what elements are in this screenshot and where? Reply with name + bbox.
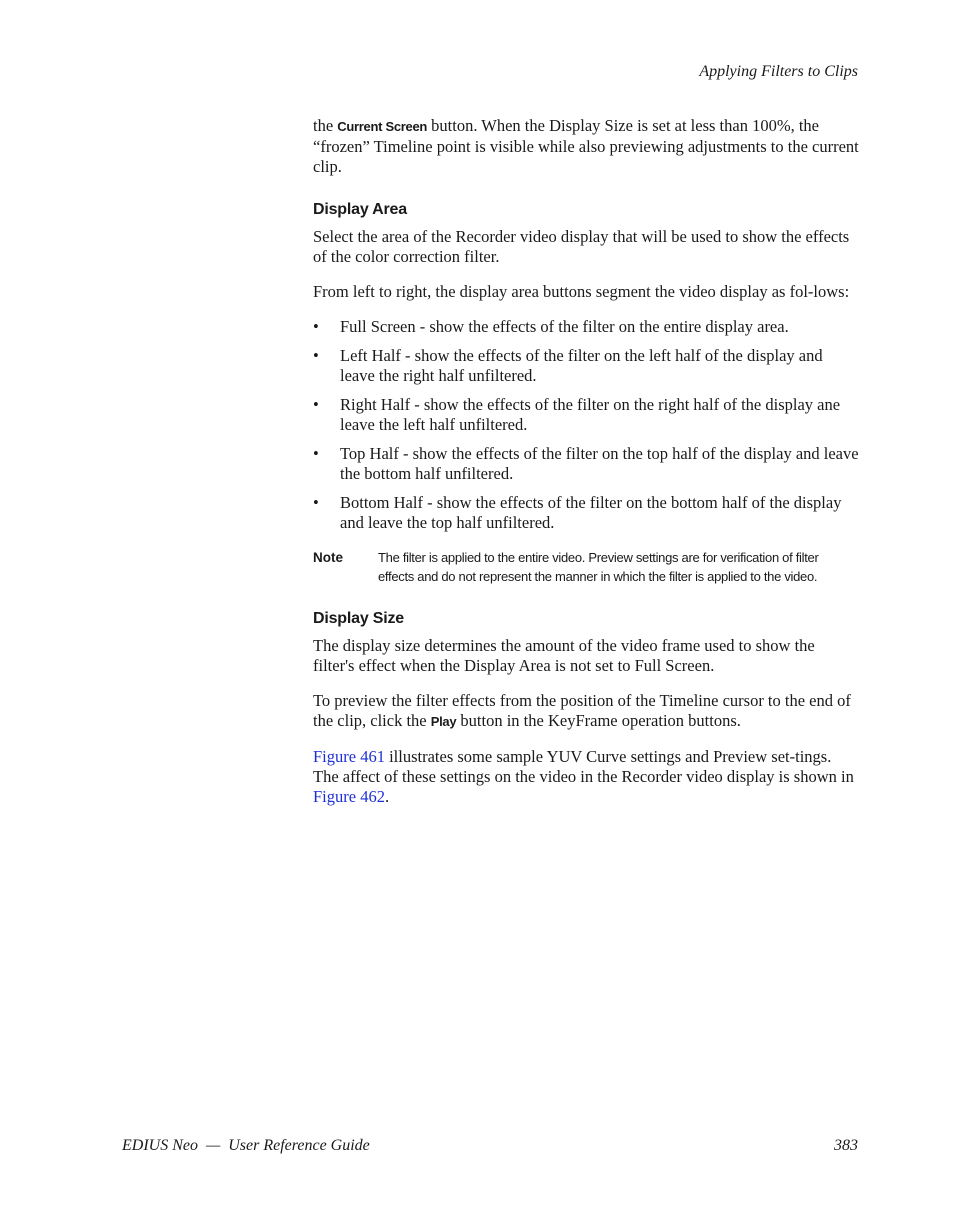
bullet: •: [313, 346, 319, 365]
display-area-para2: From left to right, the display area buttons segment the video display as fol-lows:: [313, 282, 850, 301]
display-area-para1: Select the area of the Recorder video display that will be used to show the effects of the color correction filter.: [313, 227, 850, 266]
display-area-heading: Display Area: [313, 201, 407, 218]
display-size-heading: Display Size: [313, 610, 404, 627]
note-block: [313, 549, 859, 586]
list-item: • Left Half - show the effects of the filter on the left half of the display and leave the right half unfiltered.: [313, 346, 823, 385]
list-item: • Right Half - show the effects of the filter on the right half of the display ane leave the left half unfiltered.: [313, 395, 841, 434]
list-item: • Full Screen - show the effects of the filter on the entire display area.: [313, 317, 789, 336]
display-size-para3: Figure 461 illustrates some sample YUV Curve settings and Preview set-tings. The affect of these settings on the video in the Recorder video display is shown in Figure 462.: [313, 747, 854, 806]
list-item: • Top Half - show the effects of the filter on the top half of the display and leave the bottom half unfiltered.: [313, 444, 859, 483]
running-header: Applying Filters to Clips: [699, 63, 858, 80]
display-area-list: [313, 317, 859, 533]
bullet: •: [313, 444, 319, 463]
play-button-ref: Play: [430, 714, 457, 729]
intro-paragraph: the Current Screen button. When the Display Size is set at less than 100%, the “frozen” Timeline point is visible while also previewing adjustments to the current clip.: [313, 116, 859, 176]
current-screen-button-ref: Current Screen: [337, 119, 428, 134]
figure-461-link[interactable]: Figure 461: [313, 747, 385, 766]
note-text: The filter is applied to the entire video. Preview settings are for verification of filter effects and do not represent the manner in which the filter is applied to the video.: [378, 550, 819, 584]
bullet: •: [313, 493, 319, 512]
page-content: [313, 116, 859, 807]
display-size-para1: The display size determines the amount of the video frame used to show the filter's effect when the Display Area is not set to Full Screen.: [313, 636, 815, 675]
figure-462-link[interactable]: Figure 462: [313, 787, 385, 806]
footer-page-number: 383: [834, 1137, 858, 1154]
list-item: • Bottom Half - show the effects of the filter on the bottom half of the display and leave the top half unfiltered.: [313, 493, 842, 532]
bullet: •: [313, 317, 319, 336]
note-label: Note: [313, 550, 343, 565]
footer-guide-title: EDIUS Neo — User Reference Guide: [122, 1137, 370, 1154]
display-size-para2: To preview the filter effects from the position of the Timeline cursor to the end of the clip, click the Play button in the KeyFrame operation buttons.: [313, 691, 851, 730]
bullet: •: [313, 395, 319, 414]
